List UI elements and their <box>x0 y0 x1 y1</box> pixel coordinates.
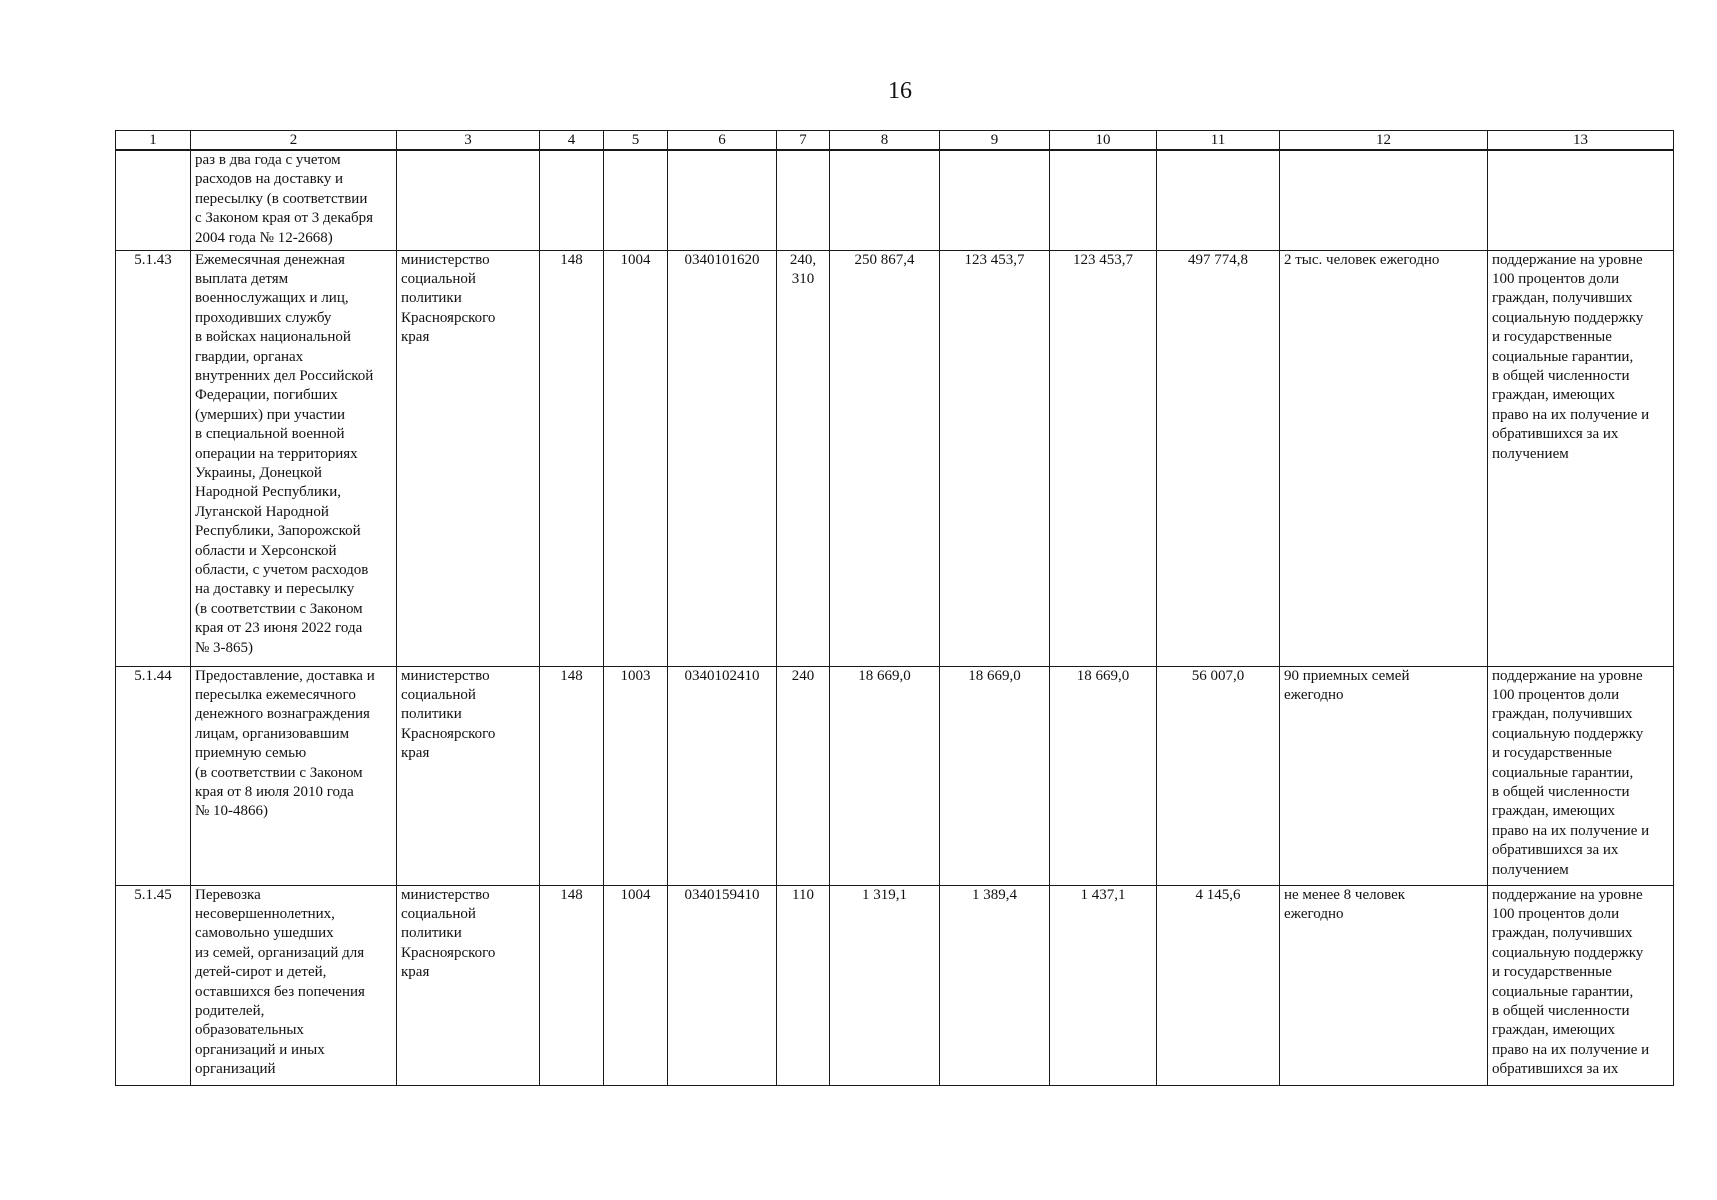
cell-year3: 123 453,7 <box>1050 250 1157 666</box>
cell-executor: министерство социальной политики Красноярского края <box>397 885 540 1085</box>
cell-total <box>1157 150 1280 250</box>
cell-vr: 240 <box>777 666 830 885</box>
cell-year2: 123 453,7 <box>940 250 1050 666</box>
column-header-9: 9 <box>940 131 1050 151</box>
cell-year1: 1 319,1 <box>830 885 940 1085</box>
cell-description: Предоставление, доставка и пересылка ежемесячного денежного вознаграждения лицам, организовавшим приемную семью (в соответствии с Законом края от 8 июля 2010 года № 10-4866) <box>191 666 397 885</box>
cell-grbs: 148 <box>540 666 604 885</box>
header-row <box>116 131 1674 151</box>
cell-grbs: 148 <box>540 250 604 666</box>
cell-number: 5.1.45 <box>116 885 191 1085</box>
column-header-8: 8 <box>830 131 940 151</box>
cell-description: Перевозка несовершеннолетних, самовольно ушедших из семей, организаций для детей-сирот и детей, оставшихся без попечения родителей, образовательных организаций и иных организаций <box>191 885 397 1085</box>
cell-vr <box>777 150 830 250</box>
table-row <box>116 885 1674 1085</box>
cell-result: 2 тыс. человек ежегодно <box>1280 250 1488 666</box>
cell-csr <box>668 150 777 250</box>
cell-indicator: поддержание на уровне 100 процентов доли граждан, получивших социальную поддержку и государственные социальные гарантии, в общей численности граждан, имеющих право на их получение и обратившихся за их получением <box>1488 250 1674 666</box>
column-header-6: 6 <box>668 131 777 151</box>
column-header-2: 2 <box>191 131 397 151</box>
cell-executor: министерство социальной политики Красноярского края <box>397 666 540 885</box>
cell-total: 56 007,0 <box>1157 666 1280 885</box>
column-header-5: 5 <box>604 131 668 151</box>
cell-year3: 1 437,1 <box>1050 885 1157 1085</box>
cell-number: 5.1.44 <box>116 666 191 885</box>
cell-total: 4 145,6 <box>1157 885 1280 1085</box>
cell-vr: 110 <box>777 885 830 1085</box>
cell-number <box>116 150 191 250</box>
column-header-4: 4 <box>540 131 604 151</box>
cell-year2: 18 669,0 <box>940 666 1050 885</box>
page-number: 16 <box>888 78 912 104</box>
cell-executor <box>397 150 540 250</box>
cell-vr: 240, 310 <box>777 250 830 666</box>
cell-result: не менее 8 человек ежегодно <box>1280 885 1488 1085</box>
cell-csr: 0340101620 <box>668 250 777 666</box>
cell-result <box>1280 150 1488 250</box>
column-header-1: 1 <box>116 131 191 151</box>
cell-rzpr: 1004 <box>604 250 668 666</box>
cell-year3: 18 669,0 <box>1050 666 1157 885</box>
column-header-7: 7 <box>777 131 830 151</box>
column-header-11: 11 <box>1157 131 1280 151</box>
cell-rzpr <box>604 150 668 250</box>
column-header-12: 12 <box>1280 131 1488 151</box>
cell-indicator: поддержание на уровне 100 процентов доли граждан, получивших социальную поддержку и государственные социальные гарантии, в общей численности граждан, имеющих право на их получение и обратившихся за их получением <box>1488 666 1674 885</box>
cell-grbs: 148 <box>540 885 604 1085</box>
cell-year2: 1 389,4 <box>940 885 1050 1085</box>
cell-csr: 0340102410 <box>668 666 777 885</box>
cell-total: 497 774,8 <box>1157 250 1280 666</box>
column-header-13: 13 <box>1488 131 1674 151</box>
cell-csr: 0340159410 <box>668 885 777 1085</box>
cell-indicator: поддержание на уровне 100 процентов доли граждан, получивших социальную поддержку и государственные социальные гарантии, в общей численности граждан, имеющих право на их получение и обратившихся за их <box>1488 885 1674 1085</box>
cell-year1: 250 867,4 <box>830 250 940 666</box>
cell-result: 90 приемных семей ежегодно <box>1280 666 1488 885</box>
cell-year1: 18 669,0 <box>830 666 940 885</box>
table-row-continuation <box>116 150 1674 250</box>
cell-indicator <box>1488 150 1674 250</box>
cell-rzpr: 1004 <box>604 885 668 1085</box>
cell-description: раз в два года с учетом расходов на доставку и пересылку (в соответствии с Законом края от 3 декабря 2004 года № 12-2668) <box>191 150 397 250</box>
table-row <box>116 666 1674 885</box>
cell-year1 <box>830 150 940 250</box>
column-header-10: 10 <box>1050 131 1157 151</box>
cell-grbs <box>540 150 604 250</box>
cell-executor: министерство социальной политики Красноярского края <box>397 250 540 666</box>
cell-number: 5.1.43 <box>116 250 191 666</box>
cell-rzpr: 1003 <box>604 666 668 885</box>
table-row <box>116 250 1674 666</box>
column-header-3: 3 <box>397 131 540 151</box>
cell-year2 <box>940 150 1050 250</box>
cell-year3 <box>1050 150 1157 250</box>
program-table <box>115 130 1674 1086</box>
cell-description: Ежемесячная денежная выплата детям военнослужащих и лиц, проходивших службу в войсках национальной гвардии, органах внутренних дел Российской Федерации, погибших (умерших) при участии в специальной военной операции на территориях Украины, Донецкой Народной Республики, Луганской Народной Республики, Запорожской области и Херсонской области, с учетом расходов на доставку и пересылку (в соответствии с Законом края от 23 июня 2022 года № 3-865) <box>191 250 397 666</box>
